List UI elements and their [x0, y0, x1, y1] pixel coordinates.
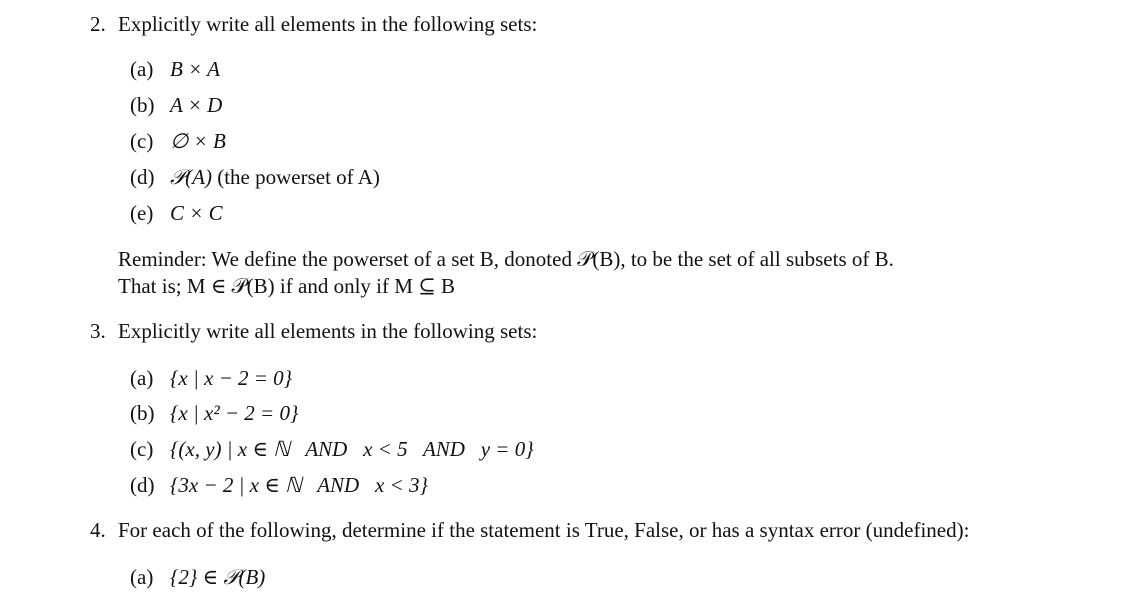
item-note: (the powerset of A)	[217, 165, 380, 189]
item-label: (a)	[130, 57, 154, 81]
list-item	[130, 565, 265, 589]
item-label: (c)	[130, 437, 154, 461]
item-math: C × C	[170, 201, 223, 225]
item-math: {2} ∈ 𝒫(B)	[170, 565, 266, 589]
item-label: (b)	[130, 401, 155, 425]
list-item	[130, 57, 220, 81]
item-label: (d)	[130, 473, 155, 497]
item-math: 𝒫(A)	[170, 165, 212, 189]
question-prompt: Explicitly write all elements in the following sets:	[118, 319, 538, 343]
list-item	[130, 366, 292, 390]
item-math: A × D	[170, 93, 223, 117]
question-number: 4.	[90, 518, 106, 542]
item-math: {x | x − 2 = 0}	[170, 366, 293, 390]
list-item	[130, 201, 223, 225]
list-item	[130, 93, 222, 117]
item-math: {3x − 2 | x ∈ ℕ AND x < 3}	[170, 473, 428, 497]
item-math: B × A	[170, 57, 220, 81]
question-3-heading	[90, 319, 537, 343]
reminder-line-2: That is; M ∈ 𝒫(B) if and only if M ⊆ B	[118, 274, 456, 298]
question-number: 2.	[90, 12, 106, 36]
question-prompt: For each of the following, determine if the statement is True, False, or has a syntax error (undefined):	[118, 518, 970, 542]
list-item	[130, 437, 534, 461]
item-math: {x | x² − 2 = 0}	[170, 401, 299, 425]
list-item	[130, 473, 428, 497]
question-prompt: Explicitly write all elements in the following sets:	[118, 12, 538, 36]
list-item	[130, 165, 380, 189]
item-label: (b)	[130, 93, 155, 117]
reminder-line-1: Reminder: We define the powerset of a set B, donoted 𝒫(B), to be the set of all subsets of B.	[118, 247, 894, 271]
question-2-heading	[90, 12, 537, 36]
item-label: (e)	[130, 201, 154, 225]
item-math: {(x, y) | x ∈ ℕ AND x < 5 AND y = 0}	[170, 437, 534, 461]
list-item	[130, 401, 298, 425]
item-label: (a)	[130, 565, 154, 589]
item-label: (a)	[130, 366, 154, 390]
item-label: (d)	[130, 165, 155, 189]
item-label: (c)	[130, 129, 154, 153]
list-item	[130, 129, 226, 153]
question-number: 3.	[90, 319, 106, 343]
question-4-heading	[90, 518, 969, 542]
item-math: ∅ × B	[170, 129, 226, 153]
